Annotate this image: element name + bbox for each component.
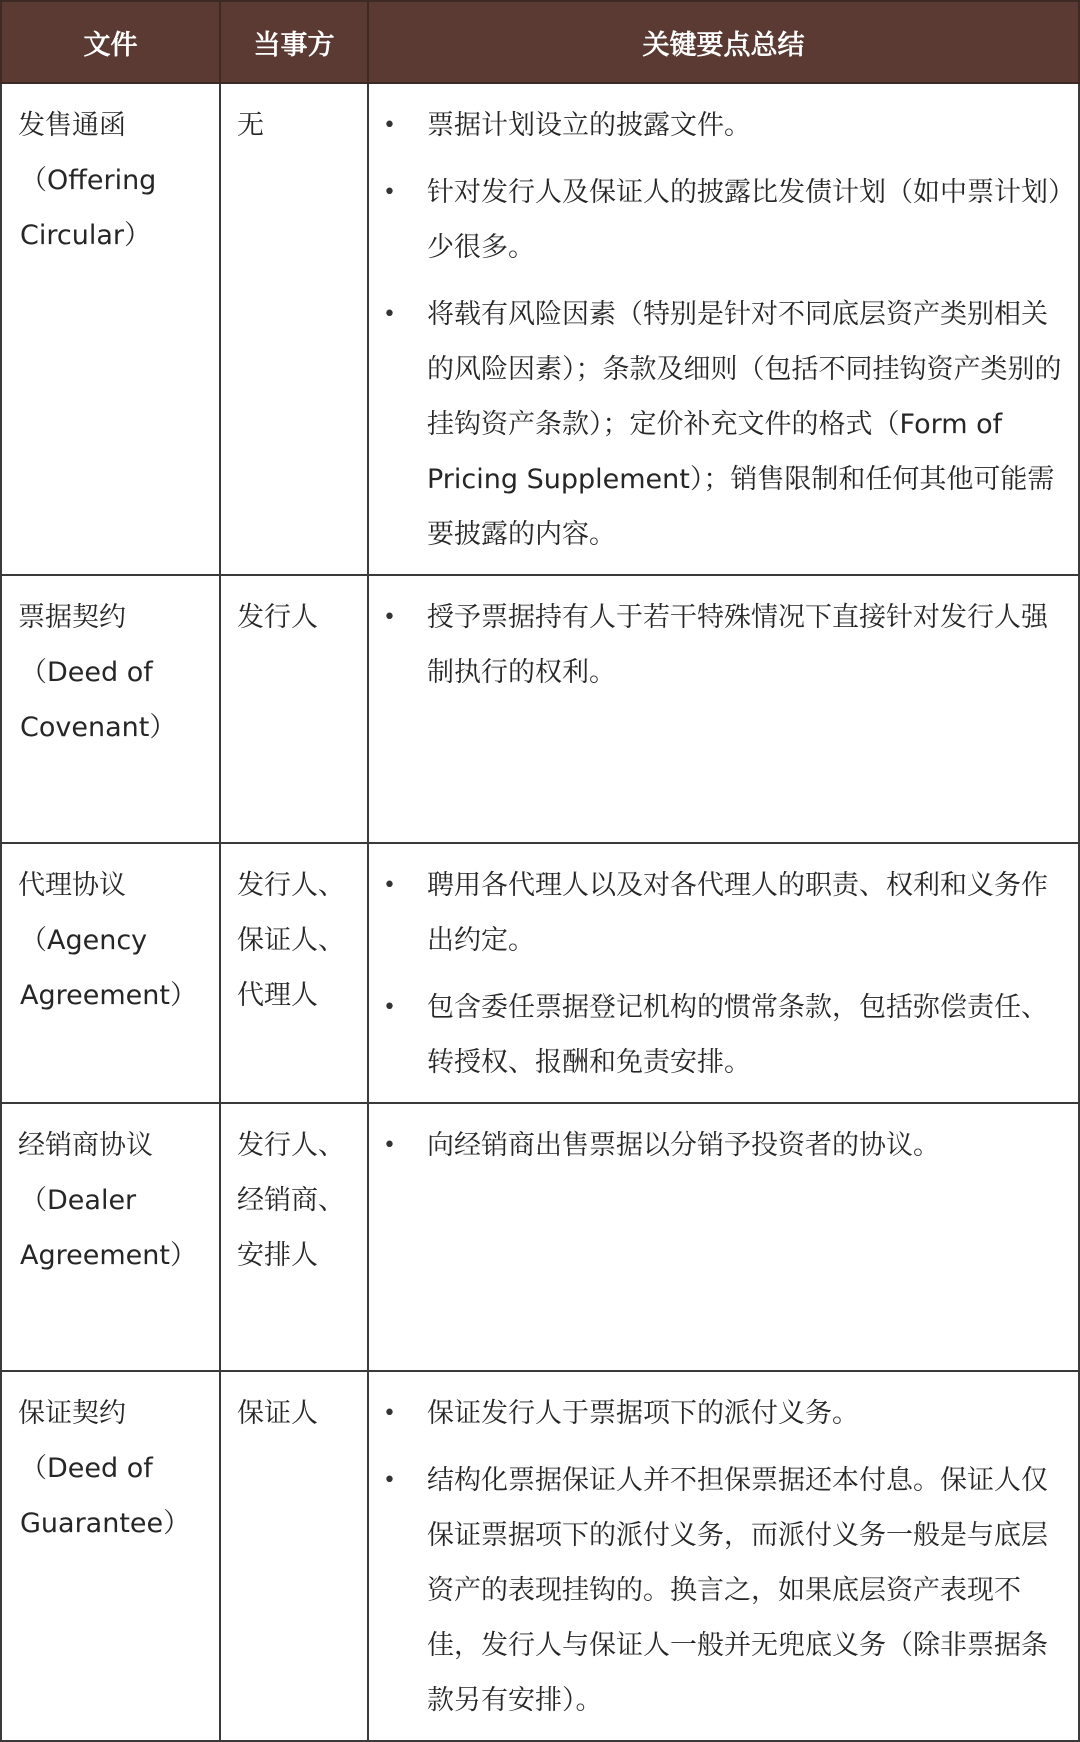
party-cell <box>220 843 368 1103</box>
summary-point: • 向经销商出售票据以分销予投资者的协议。 <box>369 1118 1070 1173</box>
summary-point: • 票据计划设立的披露文件。 <box>369 98 1070 153</box>
summary-point: • 将载有风险因素（特别是针对不同底层资产类别相关的风险因素）；条款及细则（包括不同挂钩资产类别的挂钩资产条款）；定价补充文件的格式（Form of Pricing Supplement）；销售限制和任何其他可能需要披露的内容。 <box>369 287 1070 562</box>
document-english-name: （Agency Agreement） <box>20 925 197 1011</box>
summary-point: • 聘用各代理人以及对各代理人的职责、权利和义务作出约定。 <box>369 858 1070 968</box>
document-english-name: （Deed of Guarantee） <box>20 1453 191 1539</box>
party-name: 无 <box>237 110 264 141</box>
party-cell <box>220 1371 368 1741</box>
header-party: 当事方 <box>220 1 368 83</box>
summary-point: • 授予票据持有人于若干特殊情况下直接针对发行人强制执行的权利。 <box>369 590 1070 700</box>
summary-list <box>369 590 1070 700</box>
summary-list <box>369 1118 1070 1173</box>
summary-cell <box>368 843 1079 1103</box>
party-name: 安排人 <box>237 1240 318 1271</box>
table-row <box>1 83 1079 575</box>
party-name: 代理人 <box>237 980 318 1011</box>
party-name: 发行人、 <box>237 870 345 901</box>
summary-list <box>369 98 1070 562</box>
party-name: 保证人 <box>237 1398 318 1429</box>
document-english-name: （Offering Circular） <box>20 165 157 251</box>
party-name: 保证人、 <box>237 925 345 956</box>
summary-point: • 包含委任票据登记机构的惯常条款，包括弥偿责任、转授权、报酬和免责安排。 <box>369 980 1070 1090</box>
document-english-name: （Dealer Agreement） <box>20 1185 197 1271</box>
party-cell <box>220 1103 368 1371</box>
header-summary: 关键要点总结 <box>368 1 1079 83</box>
header-document: 文件 <box>1 1 220 83</box>
summary-list <box>369 858 1070 1090</box>
table-row <box>1 1103 1079 1371</box>
document-name: 票据契约 <box>18 602 126 633</box>
document-cell <box>1 575 220 843</box>
table-row <box>1 1371 1079 1741</box>
document-english-name: （Deed of Covenant） <box>20 657 177 743</box>
party-name: 经销商、 <box>237 1185 345 1216</box>
summary-cell <box>368 1103 1079 1371</box>
summary-point: • 保证发行人于票据项下的派付义务。 <box>369 1386 1070 1441</box>
summary-cell <box>368 1371 1079 1741</box>
table-row <box>1 575 1079 843</box>
document-cell <box>1 843 220 1103</box>
document-cell <box>1 83 220 575</box>
table-header-row <box>1 1 1079 83</box>
party-name: 发行人、 <box>237 1130 345 1161</box>
document-cell <box>1 1371 220 1741</box>
document-name: 保证契约 <box>18 1398 126 1429</box>
summary-cell <box>368 83 1079 575</box>
party-name: 发行人 <box>237 602 318 633</box>
table-row <box>1 843 1079 1103</box>
summary-list <box>369 1386 1070 1728</box>
party-cell <box>220 83 368 575</box>
document-name: 发售通函 <box>18 110 126 141</box>
summary-point: • 针对发行人及保证人的披露比发债计划（如中票计划）少很多。 <box>369 165 1070 275</box>
document-name: 经销商协议 <box>18 1130 153 1161</box>
summary-point: • 结构化票据保证人并不担保票据还本付息。保证人仅保证票据项下的派付义务，而派付义务一般是与底层资产的表现挂钩的。换言之，如果底层资产表现不佳，发行人与保证人一般并无兜底义务（除非票据条款另有安排）。 <box>369 1453 1070 1728</box>
party-cell <box>220 575 368 843</box>
summary-cell <box>368 575 1079 843</box>
document-cell <box>1 1103 220 1371</box>
document-name: 代理协议 <box>18 870 126 901</box>
